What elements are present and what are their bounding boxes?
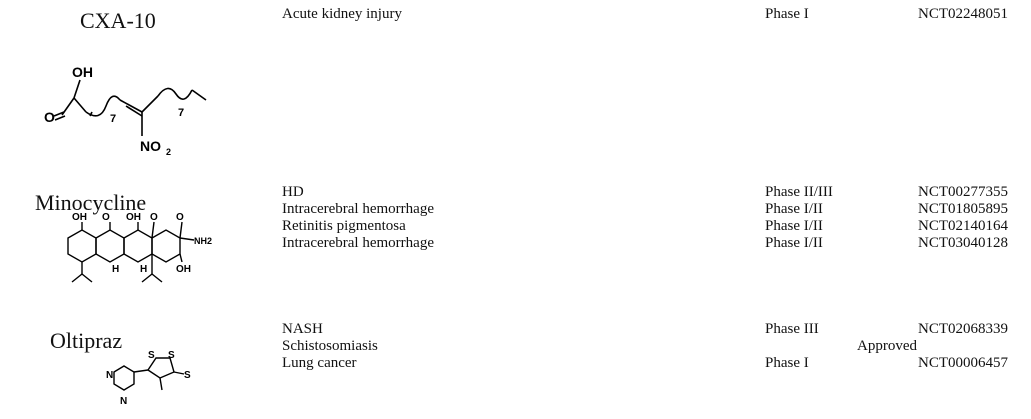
phase-cell: Phase I	[765, 6, 809, 22]
nitro-subscript: 2	[166, 147, 172, 157]
trial-id-cell: NCT02140164	[918, 218, 1008, 234]
trial-id-cell: NCT00277355	[918, 184, 1008, 200]
hydrogen-label: H	[112, 264, 120, 275]
trial-id-cell: NCT00006457	[918, 355, 1008, 371]
indication-cell: Intracerebral hemorrhage	[282, 201, 434, 217]
phase-cell: Phase III	[765, 321, 819, 337]
dithiolethione-structure-icon	[104, 348, 200, 412]
hydrogen-label: H	[140, 264, 148, 275]
indication-cell: Lung cancer	[282, 355, 357, 371]
tetracycline-structure-icon	[58, 210, 218, 290]
amide-label: NH2	[194, 236, 213, 246]
indication-cell: Intracerebral hemorrhage	[282, 235, 434, 251]
nitro-label: NO	[140, 138, 161, 154]
repeat-count-label: 7	[110, 113, 117, 125]
drug-name-minocycline: Minocycline	[35, 190, 147, 215]
hydroxyl-label: OH	[126, 212, 141, 223]
nitrogen-label: N	[120, 396, 128, 407]
oxygen-label: O	[44, 109, 55, 125]
indication-cell: Schistosomiasis	[282, 338, 378, 354]
oxygen-label: O	[102, 212, 110, 223]
sulfur-label: S	[168, 350, 175, 361]
indication-cell: Retinitis pigmentosa	[282, 218, 406, 234]
trial-id-cell: NCT01805895	[918, 201, 1008, 217]
repeat-count-label: 7	[178, 107, 185, 119]
thione-sulfur-label: S	[184, 370, 191, 381]
trial-id-cell: NCT02068339	[918, 321, 1008, 337]
phase-cell: Approved	[857, 338, 917, 354]
oxygen-label: O	[150, 212, 158, 223]
phase-cell: Phase I	[765, 355, 809, 371]
phase-cell: Phase I/II	[765, 235, 823, 251]
phase-cell: Phase I/II	[765, 218, 823, 234]
nitro-fatty-acid-structure-icon	[40, 60, 210, 160]
indication-cell: HD	[282, 184, 304, 200]
hydroxyl-label: OH	[176, 264, 191, 275]
drug-name-cxa10: CXA-10	[80, 8, 156, 33]
trial-id-cell: NCT02248051	[918, 6, 1008, 22]
nitrogen-label: N	[106, 370, 114, 381]
indication-cell: Acute kidney injury	[282, 6, 402, 22]
hydroxyl-label: OH	[72, 212, 87, 223]
hydroxyl-label: OH	[72, 64, 93, 80]
trial-id-cell: NCT03040128	[918, 235, 1008, 251]
sulfur-label: S	[148, 350, 155, 361]
drug-name-oltipraz: Oltipraz	[50, 328, 123, 353]
phase-cell: Phase II/III	[765, 184, 833, 200]
phase-cell: Phase I/II	[765, 201, 823, 217]
oxygen-label: O	[176, 212, 184, 223]
indication-cell: NASH	[282, 321, 323, 337]
